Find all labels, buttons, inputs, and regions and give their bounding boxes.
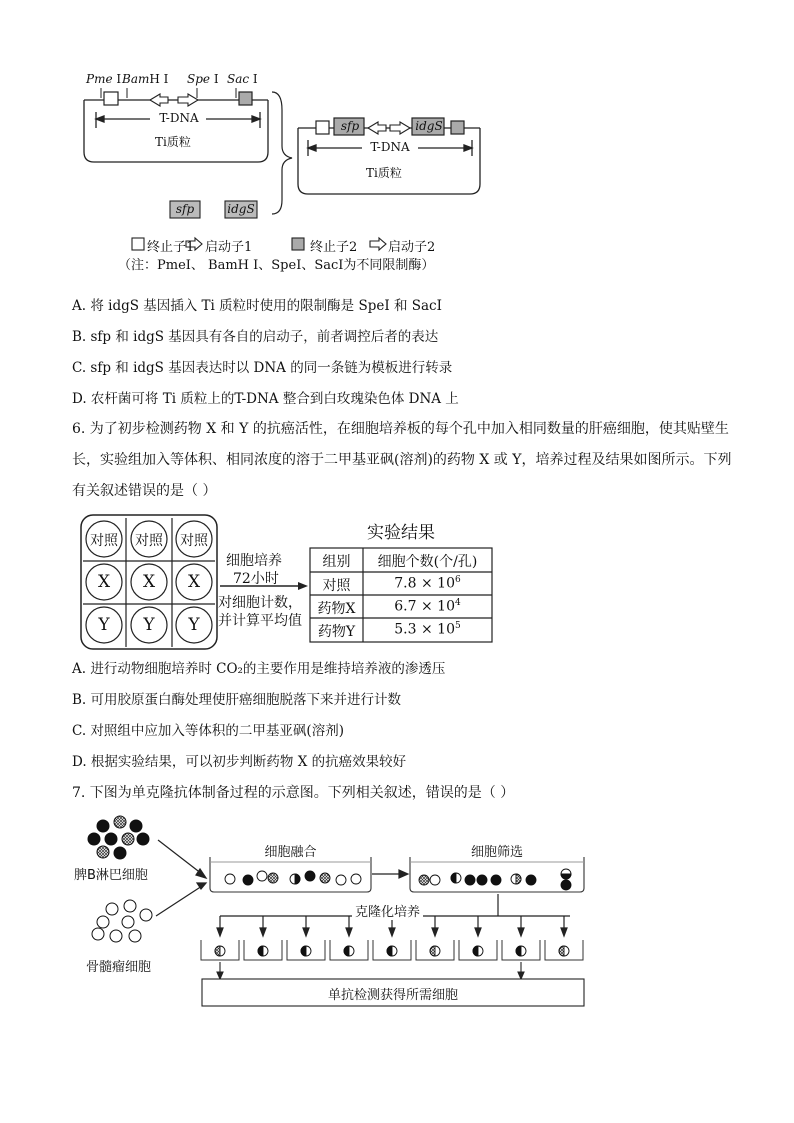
gene-label-idgs-free: idgS: [227, 202, 255, 216]
legend-terminator2-icon: [292, 238, 304, 250]
well-2: 对照: [135, 533, 163, 549]
legend-promoter1-label: 启动子1: [205, 240, 253, 255]
well-7: Y: [98, 615, 110, 635]
gene-label-sfp-right: sfp: [340, 119, 360, 133]
promoter2-arrow: [150, 94, 168, 106]
right-plasmid: [298, 128, 480, 194]
label-screen: 细胞筛选: [470, 845, 523, 860]
q7-stem: 7. 下图为单克隆抗体制备过程的示意图。下列相关叙述，错误的是（ ）: [72, 785, 515, 801]
q6-option-d: D. 根据实验结果，可以初步判断药物 X 的抗癌效果较好: [72, 754, 407, 770]
tdna-label-left: T-DNA: [152, 111, 206, 125]
table-row-1-group: 对照: [322, 578, 351, 594]
right-terminator1-box: [316, 121, 329, 134]
well-8: Y: [143, 615, 155, 635]
q5-option-d: D. 农杆菌可将 Ti 质粒上的T-DNA 整合到白玫瑰染色体 DNA 上: [72, 391, 459, 407]
q5-option-c: C. sfp 和 idgS 基因表达时以 DNA 的同一条链为模板进行转录: [72, 360, 453, 376]
label-myeloma: 骨髓瘤细胞: [86, 960, 152, 975]
table-row-3-group: 药物Y: [317, 624, 356, 640]
table-header-group: 组别: [322, 554, 351, 570]
brace: [272, 92, 292, 214]
table-header-count: 细胞个数(个/孔): [377, 554, 478, 570]
ti-label-left: Ti质粒: [155, 135, 191, 149]
terminator1-box: [104, 92, 118, 105]
q6-stem: 6. 为了初步检测药物 X 和 Y 的抗癌活性，在细胞培养板的每个孔中加入相同数量的肝癌细胞，使其贴壁生长，实验组加入等体积、相同浓度的溶于二甲基亚砜(溶剂)的药物 X 或 Y，培养过程及结果如图所示。下列有关叙述错误的是（ ）: [72, 421, 732, 499]
ti-label-right: Ti质粒: [366, 166, 402, 180]
arrow-label-top1: 细胞培养: [226, 553, 282, 569]
terminator2-box: [239, 92, 252, 105]
right-promoter2-arrow: [368, 122, 386, 134]
legend-promoter2-icon: [370, 238, 386, 250]
promoter1-arrow: [178, 94, 198, 106]
label-detect: 单抗检测获得所需细胞: [327, 988, 458, 1003]
myeloma-cell-cluster: [92, 900, 152, 942]
site-label-bam: BamH I: [122, 72, 169, 86]
tdna-label-right: T-DNA: [362, 140, 418, 154]
label-b-cell: 脾B淋巴细胞: [74, 868, 148, 883]
b-cell-cluster: [88, 816, 149, 859]
gene-label-sfp-free: sfp: [175, 202, 195, 216]
table-row-2-value: $6.7 \times 10^4$: [394, 598, 461, 615]
table-row-3-value: $5.3 \times 10^5$: [394, 621, 461, 638]
q6-option-b: B. 可用胶原蛋白酶处理使肝癌细胞脱落下来并进行计数: [72, 692, 402, 708]
arrow-label-top2: 72小时: [233, 571, 279, 587]
label-clone: 克隆化培养: [352, 901, 423, 920]
well-5: X: [142, 572, 156, 592]
q7-figure: [70, 812, 600, 1012]
ti-plasmid-diagram: [0, 0, 794, 275]
well-9: Y: [188, 615, 200, 635]
q5-option-b: B. sfp 和 idgS 基因具有各自的启动子，前者调控后者的表达: [72, 329, 439, 345]
site-label-sac: Sac I: [227, 72, 258, 86]
right-terminator2-box: [451, 121, 464, 134]
arrow-label-bottom1: 对细胞计数，: [218, 595, 302, 611]
legend-terminator2-label: 终止子2: [310, 240, 358, 255]
table-title: 实验结果: [367, 523, 435, 543]
figure-note: （注：PmeI、 BamH I、SpeI、SacI为不同限制酶）: [118, 258, 435, 273]
table-row-2-group: 药物X: [317, 601, 356, 617]
well-1: 对照: [90, 533, 118, 549]
well-4: X: [97, 572, 111, 592]
gene-label-idgs-right: idgS: [415, 119, 443, 133]
left-plasmid: [84, 100, 268, 162]
q6-figure: [80, 512, 500, 652]
site-label-spe: Spe I: [187, 72, 219, 86]
right-promoter1-arrow: [390, 122, 410, 134]
well-6: X: [187, 572, 201, 592]
figure-ti-plasmid: [0, 0, 794, 275]
legend-terminator1-label: 终止子1: [147, 240, 195, 255]
legend-terminator1-icon: [132, 238, 144, 250]
label-fusion: 细胞融合: [264, 845, 317, 860]
site-label-pme: Pme I: [86, 72, 122, 86]
well-3: 对照: [180, 533, 208, 549]
q6-option-c: C. 对照组中应加入等体积的二甲基亚砜(溶剂): [72, 723, 344, 739]
table-row-1-value: $7.8 \times 10^6$: [394, 575, 461, 592]
q6-option-a: A. 进行动物细胞培养时 CO₂的主要作用是维持培养液的渗透压: [72, 661, 446, 677]
legend-promoter2-label: 启动子2: [388, 240, 436, 255]
arrow-label-bottom2: 并计算平均值: [218, 613, 302, 629]
q5-option-a: A. 将 idgS 基因插入 Ti 质粒时使用的限制酶是 SpeI 和 SacI: [72, 298, 442, 314]
